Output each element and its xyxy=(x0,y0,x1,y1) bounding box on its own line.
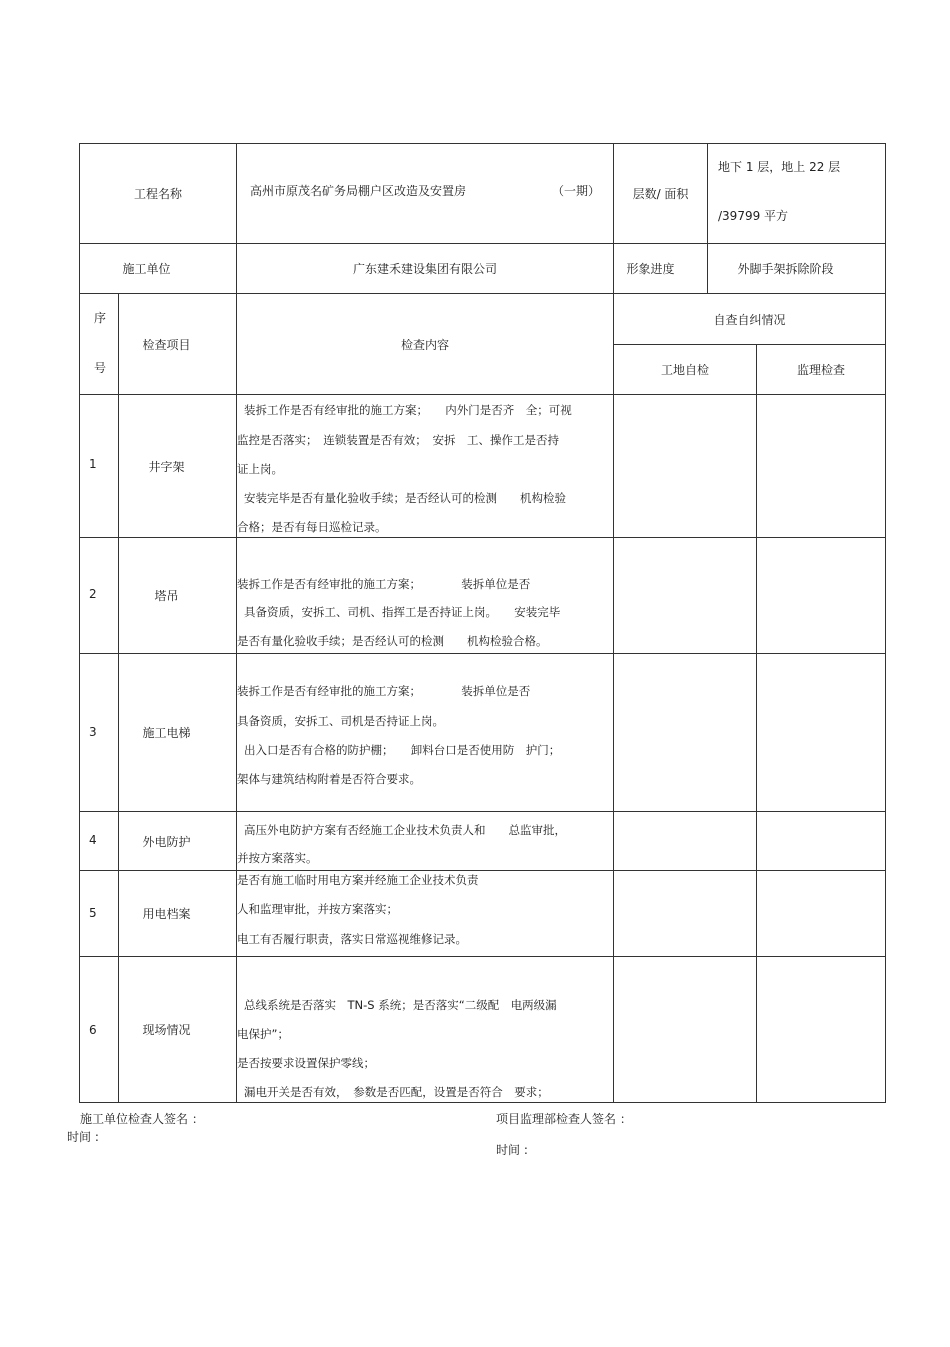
item-header: 检查项目 xyxy=(142,337,191,352)
content-line: 出入口是否有合格的防护棚； 卸料台口是否使用防 护门； xyxy=(244,743,561,757)
content-line: 架体与建筑结构附着是否符合要求。 xyxy=(237,772,421,786)
row-item: 现场情况 xyxy=(142,1023,191,1037)
content-line: 装拆工作是否有经审批的施工方案； 内外门是否齐 全；可视 xyxy=(244,403,572,417)
content-line: 电保护”； xyxy=(237,1027,289,1041)
seq-header: 号 xyxy=(94,361,107,375)
supervisor-signature-label: 项目监理部检查人签名 ： xyxy=(496,1112,632,1126)
row-number: 3 xyxy=(89,725,97,739)
project-label: 工程名称 xyxy=(133,187,182,201)
content-header: 检查内容 xyxy=(400,337,449,352)
content-line: 并按方案落实。 xyxy=(237,851,318,865)
contractor-value: 广东建禾建设集团有限公司 xyxy=(352,262,497,276)
content-line: 漏电开关是否有效， 参数是否匹配，设置是否符合 要求； xyxy=(244,1085,549,1099)
content-line: 是否有量化验收手续；是否经认可的检测 机构检验合格。 xyxy=(237,634,548,648)
row-number: 6 xyxy=(89,1023,97,1037)
contractor-label: 施工单位 xyxy=(122,262,171,276)
site-check-header: 工地自检 xyxy=(660,363,709,377)
content-line: 高压外电防护方案有否经施工企业技术负责人和 总监审批， xyxy=(244,823,566,837)
seq-header: 序 xyxy=(94,311,107,325)
supervisor-time-label: 时间 : xyxy=(496,1143,528,1157)
row-number: 2 xyxy=(89,587,97,601)
project-phase: （一期） xyxy=(552,184,601,198)
table-border xyxy=(79,1102,886,1103)
content-line: 装拆工作是否有经审批的施工方案； 装拆单位是否 xyxy=(237,577,531,591)
content-line: 人和监理审批，并按方案落实； xyxy=(237,902,398,916)
floors-value-line1: 地下 1 层，地上 22 层 xyxy=(718,160,841,174)
row-item: 塔吊 xyxy=(154,589,179,603)
row-item: 外电防护 xyxy=(142,834,191,849)
row-number: 5 xyxy=(89,906,97,920)
row-number: 1 xyxy=(89,457,97,471)
content-line: 装拆工作是否有经审批的施工方案； 装拆单位是否 xyxy=(237,684,531,698)
supervisor-check-header: 监理检查 xyxy=(796,363,845,377)
progress-label: 形象进度 xyxy=(626,262,675,276)
table-border xyxy=(756,344,757,1103)
row-item: 施工电梯 xyxy=(142,726,191,740)
row-item: 井字架 xyxy=(148,459,185,474)
row-number: 4 xyxy=(89,833,97,847)
content-line: 具备资质，安拆工、司机、指挥工是否持证上岗。 安装完毕 xyxy=(244,605,561,619)
floors-value-line2: /39799 平方 xyxy=(718,209,789,223)
content-line: 是否按要求设置保护零线； xyxy=(237,1056,375,1070)
content-line: 合格；是否有每日巡检记录。 xyxy=(237,520,387,534)
content-line: 安装完毕是否有量化验收手续；是否经认可的检测 机构检验 xyxy=(244,491,566,505)
project-name: 高州市原茂名矿务局棚户区改造及安置房 xyxy=(250,184,467,198)
progress-value: 外脚手架拆除阶段 xyxy=(737,262,834,276)
content-line: 是否有施工临时用电方案并经施工企业技术负责 xyxy=(237,873,479,887)
content-line: 证上岗。 xyxy=(237,462,283,476)
content-line: 总线系统是否落实 TN-S 系统；是否落实“二级配 电两级漏 xyxy=(244,998,557,1012)
content-line: 电工有否履行职责，落实日常巡视维修记录。 xyxy=(237,932,467,946)
floors-label: 层数/ 面积 xyxy=(632,187,689,201)
self-check-header: 自查自纠情况 xyxy=(713,312,786,327)
row-item: 用电档案 xyxy=(142,907,191,921)
contractor-signature-label: 施工单位检查人签名 ： xyxy=(80,1112,204,1126)
contractor-time-label: 时间 : xyxy=(67,1130,99,1144)
content-line: 监控是否落实； 连锁装置是否有效； 安拆 工、操作工是否持 xyxy=(237,433,559,447)
content-line: 具备资质，安拆工、司机是否持证上岗。 xyxy=(237,714,444,728)
table-border xyxy=(885,143,886,1103)
